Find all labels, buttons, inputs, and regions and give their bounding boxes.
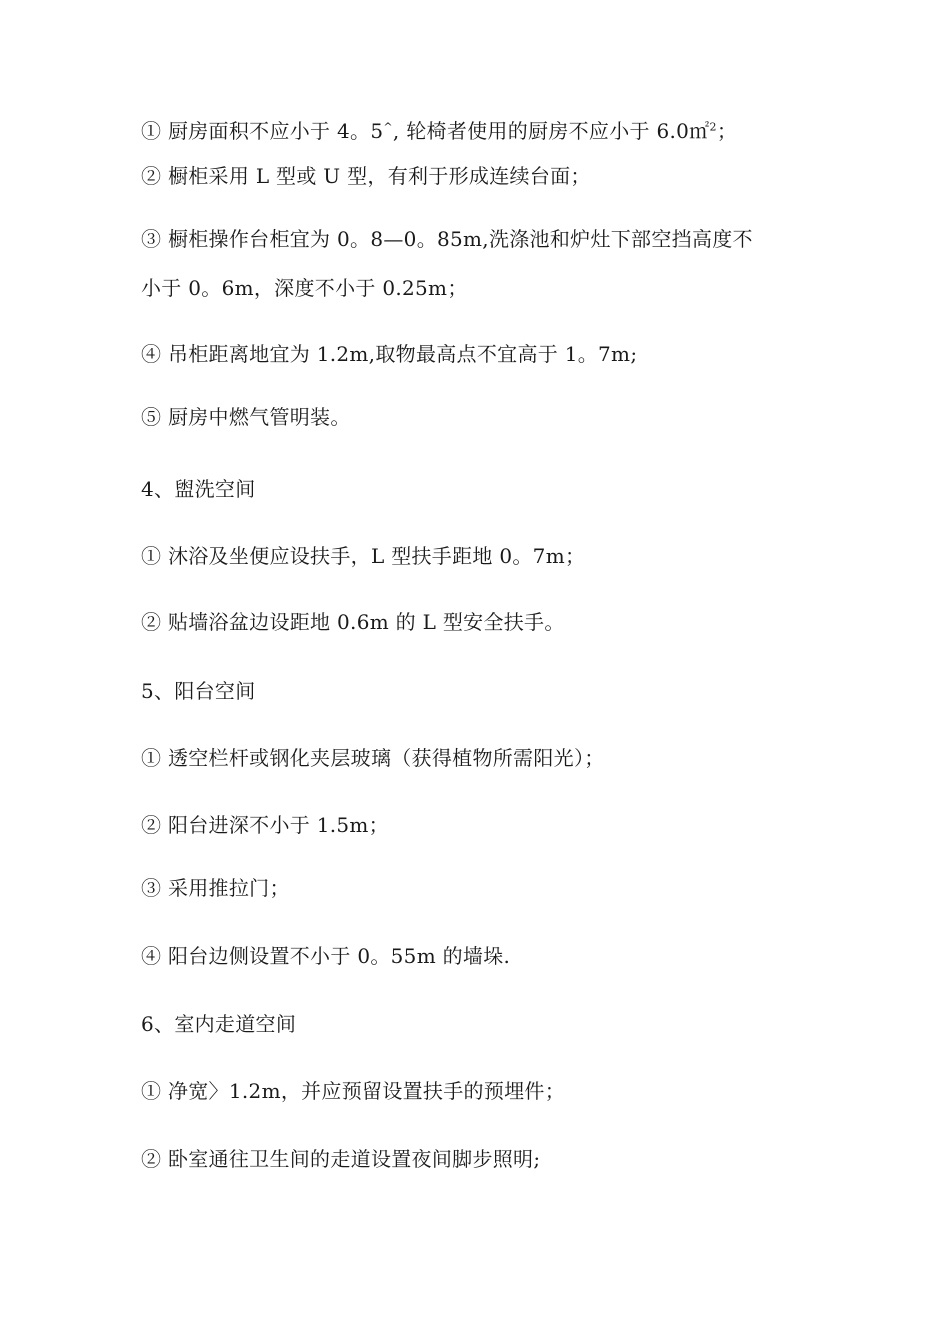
kitchen-item-4: ④ 吊柜距离地宜为 1.2m,取物最高点不宜高于 1。7m; [141,342,638,366]
washroom-item-1: ① 沐浴及坐便应设扶手，L 型扶手距地 0。7m； [141,544,586,568]
kitchen-item-1-sup-b: 2 [709,120,717,134]
section-heading-balcony: 5、阳台空间 [141,679,256,703]
balcony-item-1: ① 透空栏杆或钢化夹层玻璃（获得植物所需阳光）； [141,746,605,770]
section-heading-washroom: 4、盥洗空间 [141,477,256,501]
kitchen-item-5: ⑤ 厨房中燃气管明装。 [141,405,351,429]
kitchen-item-1-text-a: ① 厨房面积不应小于 4。5 [141,119,384,143]
kitchen-item-1-text-c: ； [716,119,738,143]
balcony-item-2: ② 阳台进深不小于 1.5m； [141,813,389,837]
kitchen-item-3-line-2: 小于 0。6m，深度不小于 0.25m； [141,276,468,300]
balcony-item-3: ③ 采用推拉门； [141,876,290,900]
kitchen-item-1 [141,117,737,145]
kitchen-item-2: ② 橱柜采用 L 型或 U 型，有利于形成连续台面； [141,164,591,188]
corridor-item-1: ① 净宽〉1.2m，并应预留设置扶手的预埋件； [141,1079,566,1103]
kitchen-item-1-text-b: , 轮椅者使用的厨房不应小于 6.0㎡ [392,119,710,143]
kitchen-item-1-sup-a: ^ [383,120,393,134]
balcony-item-4: ④ 阳台边侧设置不小于 0。55m 的墙垛. [141,944,511,968]
washroom-item-2: ② 贴墙浴盆边设距地 0.6m 的 L 型安全扶手。 [141,610,565,634]
section-heading-corridor: 6、室内走道空间 [141,1012,297,1036]
corridor-item-2: ② 卧室通往卫生间的走道设置夜间脚步照明; [141,1147,541,1171]
kitchen-item-3-line-1: ③ 橱柜操作台柜宜为 0。8—0。85m,洗涤池和炉灶下部空挡高度不 [141,227,753,251]
